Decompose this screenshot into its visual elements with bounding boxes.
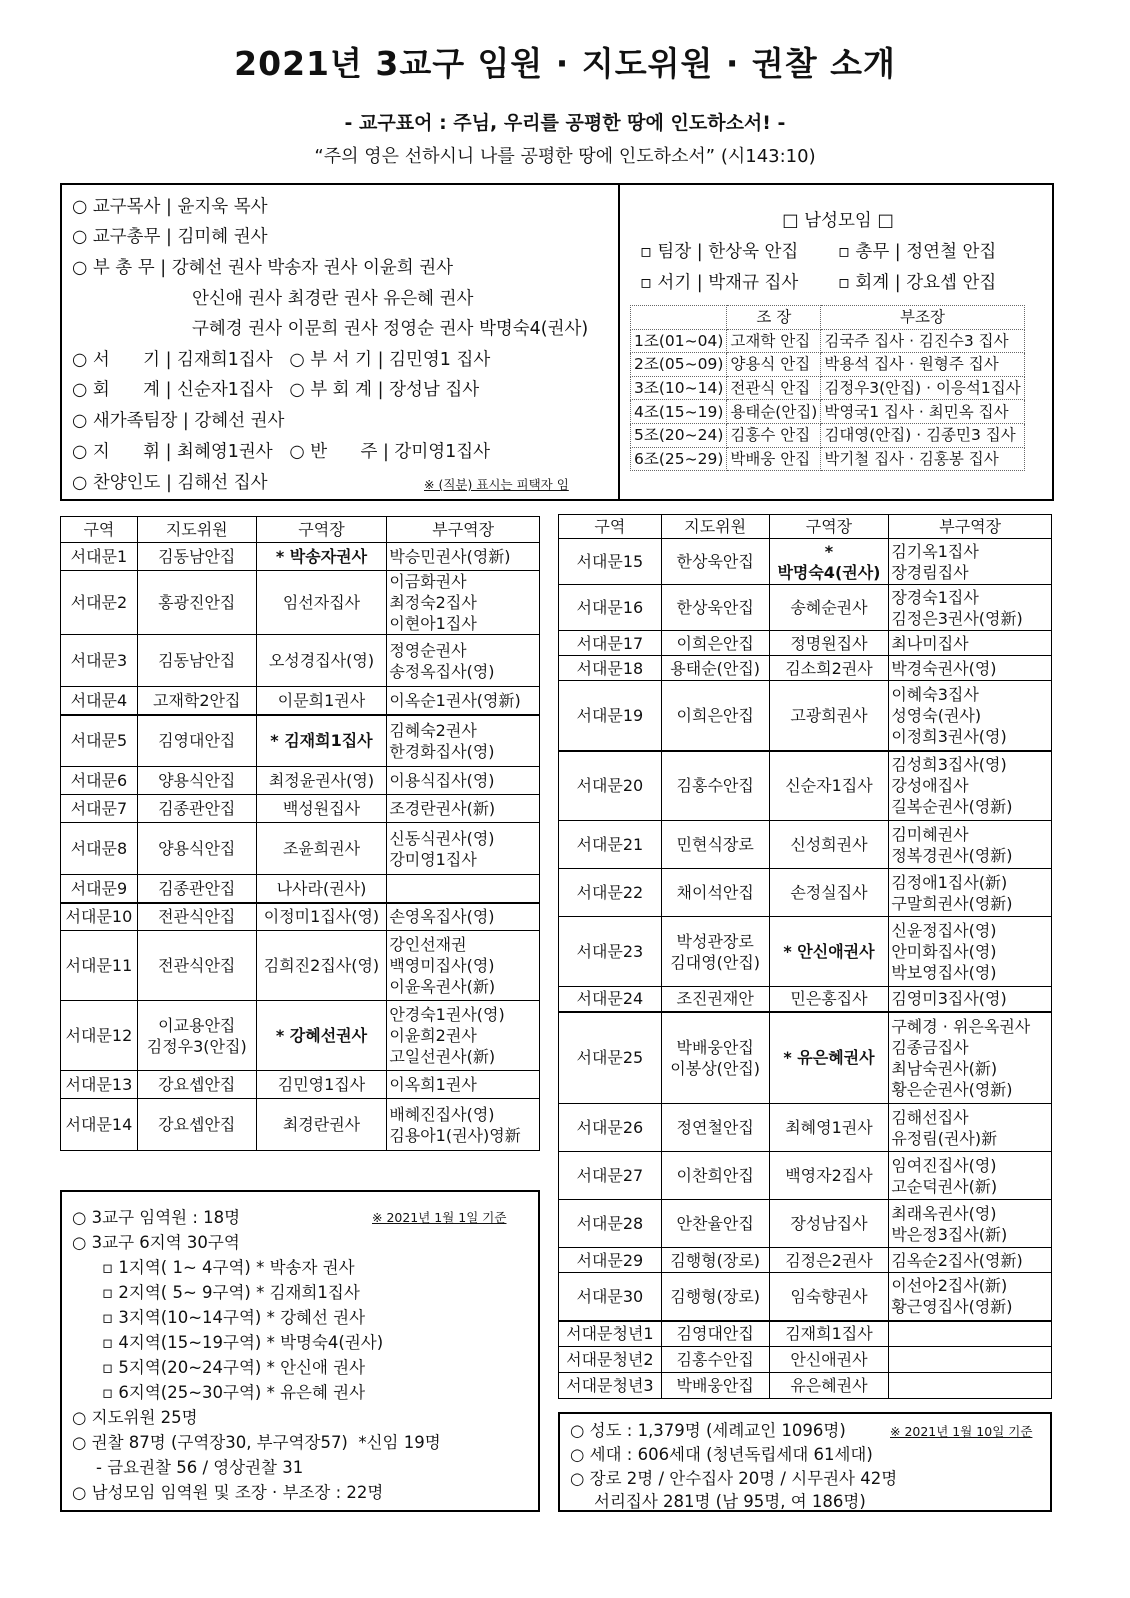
district-sub-cell: 이옥희1권사: [387, 1071, 540, 1099]
district-district-cell: 서대문4: [61, 687, 138, 715]
district-advisor-cell: 강요셉안집: [137, 1099, 256, 1151]
district-sub-cell: 최나미집사: [889, 631, 1052, 656]
district-district-cell: 서대문16: [559, 585, 662, 631]
district-sub-cell: 손영옥집사(영): [387, 903, 540, 931]
district-row: [559, 1104, 1052, 1152]
district-district-cell: 서대문18: [559, 656, 662, 681]
district-leader-cell: 신성희권사: [769, 821, 889, 869]
district-district-cell: 서대문3: [61, 635, 138, 687]
district-leader-cell: * 김재희1집사: [256, 715, 387, 767]
mens-cell: 김홍수 안집: [727, 423, 821, 447]
mens-cell: 박배웅 안집: [727, 447, 821, 471]
summary-line: ○ 3교구 6지역 30구역: [72, 1233, 240, 1252]
mens-group-title: □ 남성모임 □: [782, 211, 894, 231]
district-district-cell: 서대문22: [559, 869, 662, 917]
stats-line: ○ 장로 2명 / 안수집사 20명 / 시무권사 42명: [570, 1469, 898, 1488]
district-leader-cell: 송혜순권사: [769, 585, 889, 631]
mens-table-row: [631, 447, 1025, 471]
district-sub-cell: 이혜숙3집사 성영숙(권사) 이정희3권사(영): [889, 681, 1052, 751]
district-leader-cell: 이정미1집사(영): [256, 903, 387, 931]
officer-line: ○ 서 기 | 김재희1집사 ○ 부 서 기 | 김민영1 집사: [72, 350, 491, 370]
district-leader-cell: 나사라(권사): [256, 875, 387, 903]
mens-cell: 3조(10~14): [631, 376, 727, 400]
summary-line: ▫ 3지역(10~14구역) * 강혜선 권사: [102, 1308, 366, 1327]
district-row: [559, 1373, 1052, 1399]
mens-cell: 김정우3(안집) · 이응석1집사: [821, 376, 1024, 400]
district-advisor-cell: 김종관안집: [137, 795, 256, 823]
mens-cell: 박기철 집사 · 김홍봉 집사: [821, 447, 1024, 471]
district-advisor-cell: 김영대안집: [661, 1321, 769, 1347]
summary-line: ○ 남성모임 임역원 및 조장 · 부조장 : 22명: [72, 1483, 384, 1502]
district-sub-cell: 이선아2집사(新) 황근영집사(영新): [889, 1273, 1052, 1321]
district-district-cell: 서대문13: [61, 1071, 138, 1099]
summary-line: ○ 3교구 임역원 : 18명: [72, 1208, 241, 1227]
district-leader-cell: 김희진2집사(영): [256, 931, 387, 1001]
district-row: [61, 931, 540, 1001]
district-leader-cell: 신순자1집사: [769, 751, 889, 821]
district-leader-cell: 정명원집사: [769, 631, 889, 656]
officers-box: [60, 183, 1054, 501]
summary-line: ▫ 4지역(15~19구역) * 박명숙4(권사): [102, 1333, 384, 1352]
district-leader-cell: * 유은혜권사: [769, 1012, 889, 1104]
mens-table-row: [631, 353, 1025, 377]
district-sub-cell: 구혜경 · 위은옥권사 김종금집사 최남숙권사(新) 황은순권사(영新): [889, 1012, 1052, 1104]
summary-note: ※ 2021년 1월 1일 기준: [372, 1210, 507, 1225]
mens-header-cell: 조 장: [727, 306, 821, 330]
district-row: [61, 767, 540, 795]
district-district-cell: 서대문청년2: [559, 1347, 662, 1373]
district-leader-cell: 이문희1권사: [256, 687, 387, 715]
district-sub-cell: 신동식권사(영) 강미영1집사: [387, 823, 540, 875]
district-leader-cell: 유은혜권사: [769, 1373, 889, 1399]
mens-clerk: ▫ 서기 | 박재규 집사: [640, 273, 799, 293]
mens-secretary-general: ▫ 총무 | 정연철 안집: [838, 242, 997, 262]
header-cell: 구역: [559, 515, 662, 539]
district-sub-cell: 이용식집사(영): [387, 767, 540, 795]
summary-box: [60, 1190, 540, 1512]
mens-leader: ▫ 팀장 | 한상욱 안집: [640, 242, 799, 262]
district-district-cell: 서대문23: [559, 917, 662, 987]
district-advisor-cell: 한상욱안집: [661, 539, 769, 585]
district-row: [559, 1248, 1052, 1273]
district-leader-cell: 김재희1집사: [769, 1321, 889, 1347]
stats-line: ○ 성도 : 1,379명 (세례교인 1096명): [570, 1421, 846, 1440]
district-district-cell: 서대문청년1: [559, 1321, 662, 1347]
bible-verse: “주의 영은 선하시니 나를 공평한 땅에 인도하소서” (시143:10): [314, 146, 816, 167]
district-leader-cell: 김민영1집사: [256, 1071, 387, 1099]
district-row: [61, 875, 540, 903]
district-sub-cell: 박경숙권사(영): [889, 656, 1052, 681]
district-row: [61, 795, 540, 823]
officer-line: ○ 회 계 | 신순자1집사 ○ 부 회 계 | 장성남 집사: [72, 380, 480, 400]
district-sub-cell: [889, 1321, 1052, 1347]
page-title: 2021년 3교구 임원 · 지도위원 · 권찰 소개: [234, 44, 896, 83]
mens-table-row: [631, 329, 1025, 353]
header-cell: 부구역장: [889, 515, 1052, 539]
district-leader-cell: 임선자집사: [256, 571, 387, 635]
officer-line: 안신애 권사 최경란 권사 유은혜 권사: [192, 289, 474, 309]
district-advisor-cell: 김홍수안집: [661, 1347, 769, 1373]
district-leader-cell: 김정은2권사: [769, 1248, 889, 1273]
district-row: [559, 1273, 1052, 1321]
district-advisor-cell: 박배웅안집 이봉상(안집): [661, 1012, 769, 1104]
summary-line: ▫ 5지역(20~24구역) * 안신애 권사: [102, 1358, 366, 1377]
district-row: [61, 543, 540, 571]
district-motto: - 교구표어 : 주님, 우리를 공평한 땅에 인도하소서! -: [344, 112, 786, 134]
district-advisor-cell: 용태순(안집): [661, 656, 769, 681]
mens-header-cell: [631, 306, 727, 330]
district-row: [559, 1152, 1052, 1200]
district-sub-cell: [387, 875, 540, 903]
officer-line: ○ 찬양인도 | 김해선 집사: [72, 473, 268, 493]
mens-cell: 용태순(안집): [727, 400, 821, 424]
district-advisor-cell: 김영대안집: [137, 715, 256, 767]
district-row: [559, 539, 1052, 585]
district-district-cell: 서대문6: [61, 767, 138, 795]
district-leader-cell: 오성경집사(영): [256, 635, 387, 687]
header-cell: 지도위원: [661, 515, 769, 539]
mens-cell: 1조(01~04): [631, 329, 727, 353]
summary-line: ○ 권찰 87명 (구역장30, 부구역장57) *신임 19명: [72, 1433, 441, 1452]
district-sub-cell: 김혜숙2권사 한경화집사(영): [387, 715, 540, 767]
officer-line: 구혜경 권사 이문희 권사 정영순 권사 박명숙4(권사): [192, 319, 589, 339]
district-advisor-cell: 이희은안집: [661, 681, 769, 751]
district-leader-cell: 장성남집사: [769, 1200, 889, 1248]
district-sub-cell: 김정애1집사(新) 구말희권사(영新): [889, 869, 1052, 917]
summary-line: ▫ 6지역(25~30구역) * 유은혜 권사: [102, 1383, 366, 1402]
district-row: [559, 1012, 1052, 1104]
district-sub-cell: 안경숙1권사(영) 이윤희2권사 고일선권사(新): [387, 1001, 540, 1071]
district-advisor-cell: 양용식안집: [137, 767, 256, 795]
district-sub-cell: 김해선집사 유정림(권사)新: [889, 1104, 1052, 1152]
district-district-cell: 서대문1: [61, 543, 138, 571]
district-advisor-cell: 이교용안집 김정우3(안집): [137, 1001, 256, 1071]
district-leader-cell: * 안신애권사: [769, 917, 889, 987]
district-sub-cell: 정영순권사 송정옥집사(영): [387, 635, 540, 687]
header-cell: 구역: [61, 517, 138, 543]
district-district-cell: 서대문8: [61, 823, 138, 875]
district-advisor-cell: 박배웅안집: [661, 1373, 769, 1399]
stats-note: ※ 2021년 1월 10일 기준: [890, 1424, 1033, 1439]
district-leader-cell: 임숙향권사: [769, 1273, 889, 1321]
mens-table-header: [631, 306, 1025, 330]
district-advisor-cell: 조진권재안: [661, 987, 769, 1012]
district-district-cell: 서대문21: [559, 821, 662, 869]
district-district-cell: 서대문19: [559, 681, 662, 751]
district-row: [61, 823, 540, 875]
district-row: [61, 571, 540, 635]
district-district-cell: 서대문29: [559, 1248, 662, 1273]
district-leader-cell: 조윤희권사: [256, 823, 387, 875]
district-row: [559, 681, 1052, 751]
district-sub-cell: 장경숙1집사 김정은3권사(영新): [889, 585, 1052, 631]
header-cell: 구역장: [256, 517, 387, 543]
district-advisor-cell: 이희은안집: [661, 631, 769, 656]
district-district-cell: 서대문5: [61, 715, 138, 767]
district-advisor-cell: 김홍수안집: [661, 751, 769, 821]
district-leader-cell: 백영자2집사: [769, 1152, 889, 1200]
district-district-cell: 서대문7: [61, 795, 138, 823]
district-advisor-cell: 민현식장로: [661, 821, 769, 869]
mens-cell: 고재학 안집: [727, 329, 821, 353]
district-row: [559, 585, 1052, 631]
district-sub-cell: 김미혜권사 정복경권사(영新): [889, 821, 1052, 869]
mens-cell: 4조(15~19): [631, 400, 727, 424]
district-district-cell: 서대문17: [559, 631, 662, 656]
mens-cell: 김대영(안집) · 김종민3 집사: [821, 423, 1024, 447]
district-district-cell: 서대문14: [61, 1099, 138, 1151]
district-district-cell: 서대문28: [559, 1200, 662, 1248]
district-advisor-cell: 안찬율안집: [661, 1200, 769, 1248]
district-advisor-cell: 고재학2안집: [137, 687, 256, 715]
district-district-cell: 서대문2: [61, 571, 138, 635]
district-row: [61, 635, 540, 687]
mens-treasurer: ▫ 회계 | 강요셉 안집: [838, 273, 997, 293]
officer-line: ○ 교구총무 | 김미혜 권사: [72, 227, 268, 247]
district-sub-cell: 임여진집사(영) 고순덕권사(新): [889, 1152, 1052, 1200]
district-advisor-cell: 김동남안집: [137, 635, 256, 687]
summary-line: - 금요권찰 56 / 영상권찰 31: [96, 1458, 304, 1477]
district-advisor-cell: 한상욱안집: [661, 585, 769, 631]
district-sub-cell: 이금화권사 최정숙2집사 이현아1집사: [387, 571, 540, 635]
district-sub-cell: 김성희3집사(영) 강성애집사 길복순권사(영新): [889, 751, 1052, 821]
district-row: [61, 715, 540, 767]
district-advisor-cell: 김행형(장로): [661, 1273, 769, 1321]
mens-cell: 양용식 안집: [727, 353, 821, 377]
district-advisor-cell: 홍광진안집: [137, 571, 256, 635]
district-leader-cell: 최정윤권사(영): [256, 767, 387, 795]
officer-line: ○ 교구목사 | 윤지욱 목사: [72, 197, 268, 217]
district-leader-cell: * 박명숙4(권사): [769, 539, 889, 585]
district-leader-cell: 손정실집사: [769, 869, 889, 917]
header-cell: 부구역장: [387, 517, 540, 543]
district-advisor-cell: 정연철안집: [661, 1104, 769, 1152]
mens-cell: 6조(25~29): [631, 447, 727, 471]
mens-header-cell: 부조장: [821, 306, 1024, 330]
officer-line: ○ 부 총 무 | 강혜선 권사 박송자 권사 이윤희 권사: [72, 258, 454, 278]
district-row: [61, 1071, 540, 1099]
district-district-cell: 서대문9: [61, 875, 138, 903]
district-row: [559, 869, 1052, 917]
district-sub-cell: 이옥순1권사(영新): [387, 687, 540, 715]
mens-cell: 전관식 안집: [727, 376, 821, 400]
district-district-cell: 서대문24: [559, 987, 662, 1012]
mens-cell: 5조(20~24): [631, 423, 727, 447]
table-header-row: [61, 517, 540, 543]
district-leader-cell: 최혜영1권사: [769, 1104, 889, 1152]
district-row: [559, 1347, 1052, 1373]
table-header-row: [559, 515, 1052, 539]
district-row: [559, 917, 1052, 987]
district-advisor-cell: 김종관안집: [137, 875, 256, 903]
stats-line: ○ 세대 : 606세대 (청년독립세대 61세대): [570, 1445, 873, 1464]
header-cell: 구역장: [769, 515, 889, 539]
district-sub-cell: 최래옥권사(영) 박은정3집사(新): [889, 1200, 1052, 1248]
district-leader-cell: 김소희2권사: [769, 656, 889, 681]
summary-line: ○ 지도위원 25명: [72, 1408, 198, 1427]
mens-group-box: [618, 185, 1054, 499]
district-sub-cell: 김기옥1집사 장경림집사: [889, 539, 1052, 585]
district-sub-cell: [889, 1373, 1052, 1399]
district-district-cell: 서대문26: [559, 1104, 662, 1152]
mens-cell: 김국주 집사 · 김진수3 집사: [821, 329, 1024, 353]
mens-table-row: [631, 376, 1025, 400]
district-row: [61, 1001, 540, 1071]
district-advisor-cell: 이찬희안집: [661, 1152, 769, 1200]
district-advisor-cell: 강요셉안집: [137, 1071, 256, 1099]
district-sub-cell: 신윤정집사(영) 안미화집사(영) 박보영집사(영): [889, 917, 1052, 987]
district-district-cell: 서대문12: [61, 1001, 138, 1071]
district-district-cell: 서대문27: [559, 1152, 662, 1200]
mens-table-row: [631, 423, 1025, 447]
district-sub-cell: 김영미3집사(영): [889, 987, 1052, 1012]
district-leader-cell: 최경란권사: [256, 1099, 387, 1151]
district-row: [61, 687, 540, 715]
district-row: [559, 656, 1052, 681]
summary-line: ▫ 2지역( 5~ 9구역) * 김재희1집사: [102, 1283, 360, 1302]
mens-cell: 박용석 집사 · 원형주 집사: [821, 353, 1024, 377]
district-leader-cell: 민은홍집사: [769, 987, 889, 1012]
district-advisor-cell: 김행형(장로): [661, 1248, 769, 1273]
district-leader-cell: 고광희권사: [769, 681, 889, 751]
district-table-right: [558, 514, 1052, 1399]
district-advisor-cell: 김동남안집: [137, 543, 256, 571]
district-leader-cell: * 강혜선권사: [256, 1001, 387, 1071]
district-row: [61, 903, 540, 931]
district-sub-cell: 박승민권사(영新): [387, 543, 540, 571]
district-advisor-cell: 양용식안집: [137, 823, 256, 875]
district-row: [61, 1099, 540, 1151]
mens-cell: 박영국1 집사 · 최민옥 집사: [821, 400, 1024, 424]
district-leader-cell: 안신애권사: [769, 1347, 889, 1373]
district-sub-cell: 김옥순2집사(영新): [889, 1248, 1052, 1273]
district-district-cell: 서대문10: [61, 903, 138, 931]
district-advisor-cell: 박성관장로 김대영(안집): [661, 917, 769, 987]
district-row: [559, 1200, 1052, 1248]
mens-group-table: [630, 305, 1025, 471]
district-district-cell: 서대문15: [559, 539, 662, 585]
district-row: [559, 751, 1052, 821]
district-table-left: [60, 516, 540, 1151]
district-district-cell: 서대문30: [559, 1273, 662, 1321]
mens-cell: 2조(05~09): [631, 353, 727, 377]
district-district-cell: 서대문청년3: [559, 1373, 662, 1399]
district-row: [559, 987, 1052, 1012]
stats-box: [558, 1412, 1052, 1512]
header-cell: 지도위원: [137, 517, 256, 543]
officer-line: ○ 새가족팀장 | 강혜선 권사: [72, 411, 285, 431]
district-sub-cell: 배혜진집사(영) 김용아1(권사)영新: [387, 1099, 540, 1151]
district-sub-cell: 조경란권사(新): [387, 795, 540, 823]
district-sub-cell: 강인선재권 백영미집사(영) 이윤옥권사(新): [387, 931, 540, 1001]
district-advisor-cell: 전관식안집: [137, 931, 256, 1001]
district-sub-cell: [889, 1347, 1052, 1373]
district-leader-cell: * 박송자권사: [256, 543, 387, 571]
district-advisor-cell: 전관식안집: [137, 903, 256, 931]
district-district-cell: 서대문11: [61, 931, 138, 1001]
officer-line: ○ 지 휘 | 최혜영1권사 ○ 반 주 | 강미영1집사: [72, 442, 491, 462]
district-row: [559, 821, 1052, 869]
district-district-cell: 서대문20: [559, 751, 662, 821]
district-row: [559, 1321, 1052, 1347]
mens-table-row: [631, 400, 1025, 424]
district-advisor-cell: 채이석안집: [661, 869, 769, 917]
stats-line: 서리집사 281명 (남 95명, 여 186명): [594, 1492, 866, 1511]
district-leader-cell: 백성원집사: [256, 795, 387, 823]
district-district-cell: 서대문25: [559, 1012, 662, 1104]
summary-line: ▫ 1지역( 1~ 4구역) * 박송자 권사: [102, 1258, 355, 1277]
district-row: [559, 631, 1052, 656]
officers-note: ※ (직분) 표시는 피택자 임: [424, 477, 569, 492]
